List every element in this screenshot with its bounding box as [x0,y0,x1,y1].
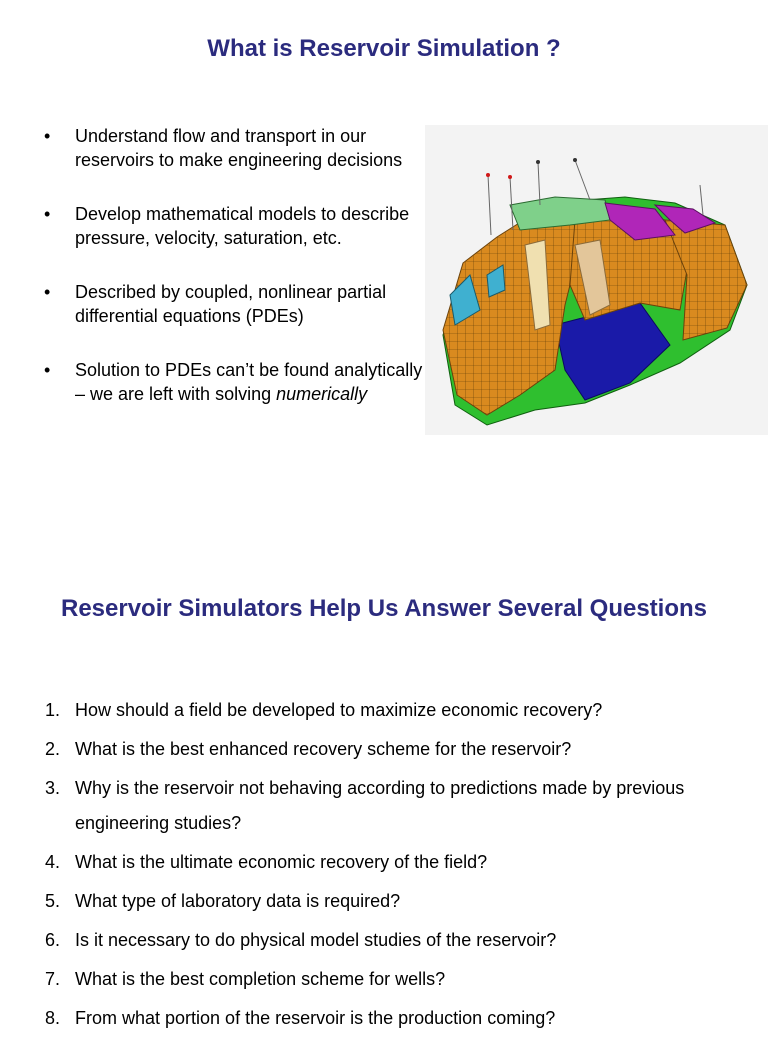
question-number: 4. [45,852,61,872]
bullet-text: Develop mathematical models to describe pressure, velocity, saturation, etc. [75,204,410,248]
section-title: Reservoir Simulators Help Us Answer Several Questions [60,595,708,622]
question-number: 8. [45,1008,61,1028]
question-number: 5. [45,891,61,911]
bullet-emphasis: numerically [276,383,368,404]
question-item [40,962,760,997]
question-text: What type of laboratory data is required? [75,891,401,911]
question-list [40,693,760,1040]
question-text: What is the best completion scheme for wells? [75,969,446,989]
question-text: From what portion of the reservoir is the production coming? [75,1008,556,1028]
question-text: Is it necessary to do physical model studies of the reservoir? [75,930,557,950]
question-number: 7. [45,969,61,989]
question-item [40,884,760,919]
question-number: 1. [45,700,61,720]
bullet-text: Described by coupled, nonlinear partial differential equations (PDEs) [75,282,387,326]
question-item [40,923,760,958]
bullet-icon: • [44,204,51,224]
question-item [40,693,760,728]
question-item [40,771,760,841]
reservoir-model-image [425,125,768,435]
bullet-item [40,359,430,406]
bullet-icon: • [44,360,51,380]
question-item [40,845,760,880]
slide-title: What is Reservoir Simulation ? [207,35,561,62]
question-number: 2. [45,739,61,759]
question-item [40,732,760,767]
bullet-icon: • [44,126,51,146]
bullet-item [40,125,430,172]
bullet-item [40,203,430,250]
question-text: What is the ultimate economic recovery of the field? [75,852,488,872]
question-number: 3. [45,778,61,798]
question-text: What is the best enhanced recovery scheme for the reservoir? [75,739,572,759]
bullet-item [40,281,430,328]
question-number: 6. [45,930,61,950]
bullet-list [40,125,430,437]
question-item [40,1001,760,1036]
bullet-text: Solution to PDEs can’t be found analytically – we are left with solving [75,360,423,404]
question-text: Why is the reservoir not behaving according to predictions made by previous engineering studies? [75,778,685,833]
bullet-icon: • [44,282,51,302]
question-text: How should a field be developed to maximize economic recovery? [75,700,603,720]
bullet-text: Understand flow and transport in our reservoirs to make engineering decisions [75,126,403,170]
